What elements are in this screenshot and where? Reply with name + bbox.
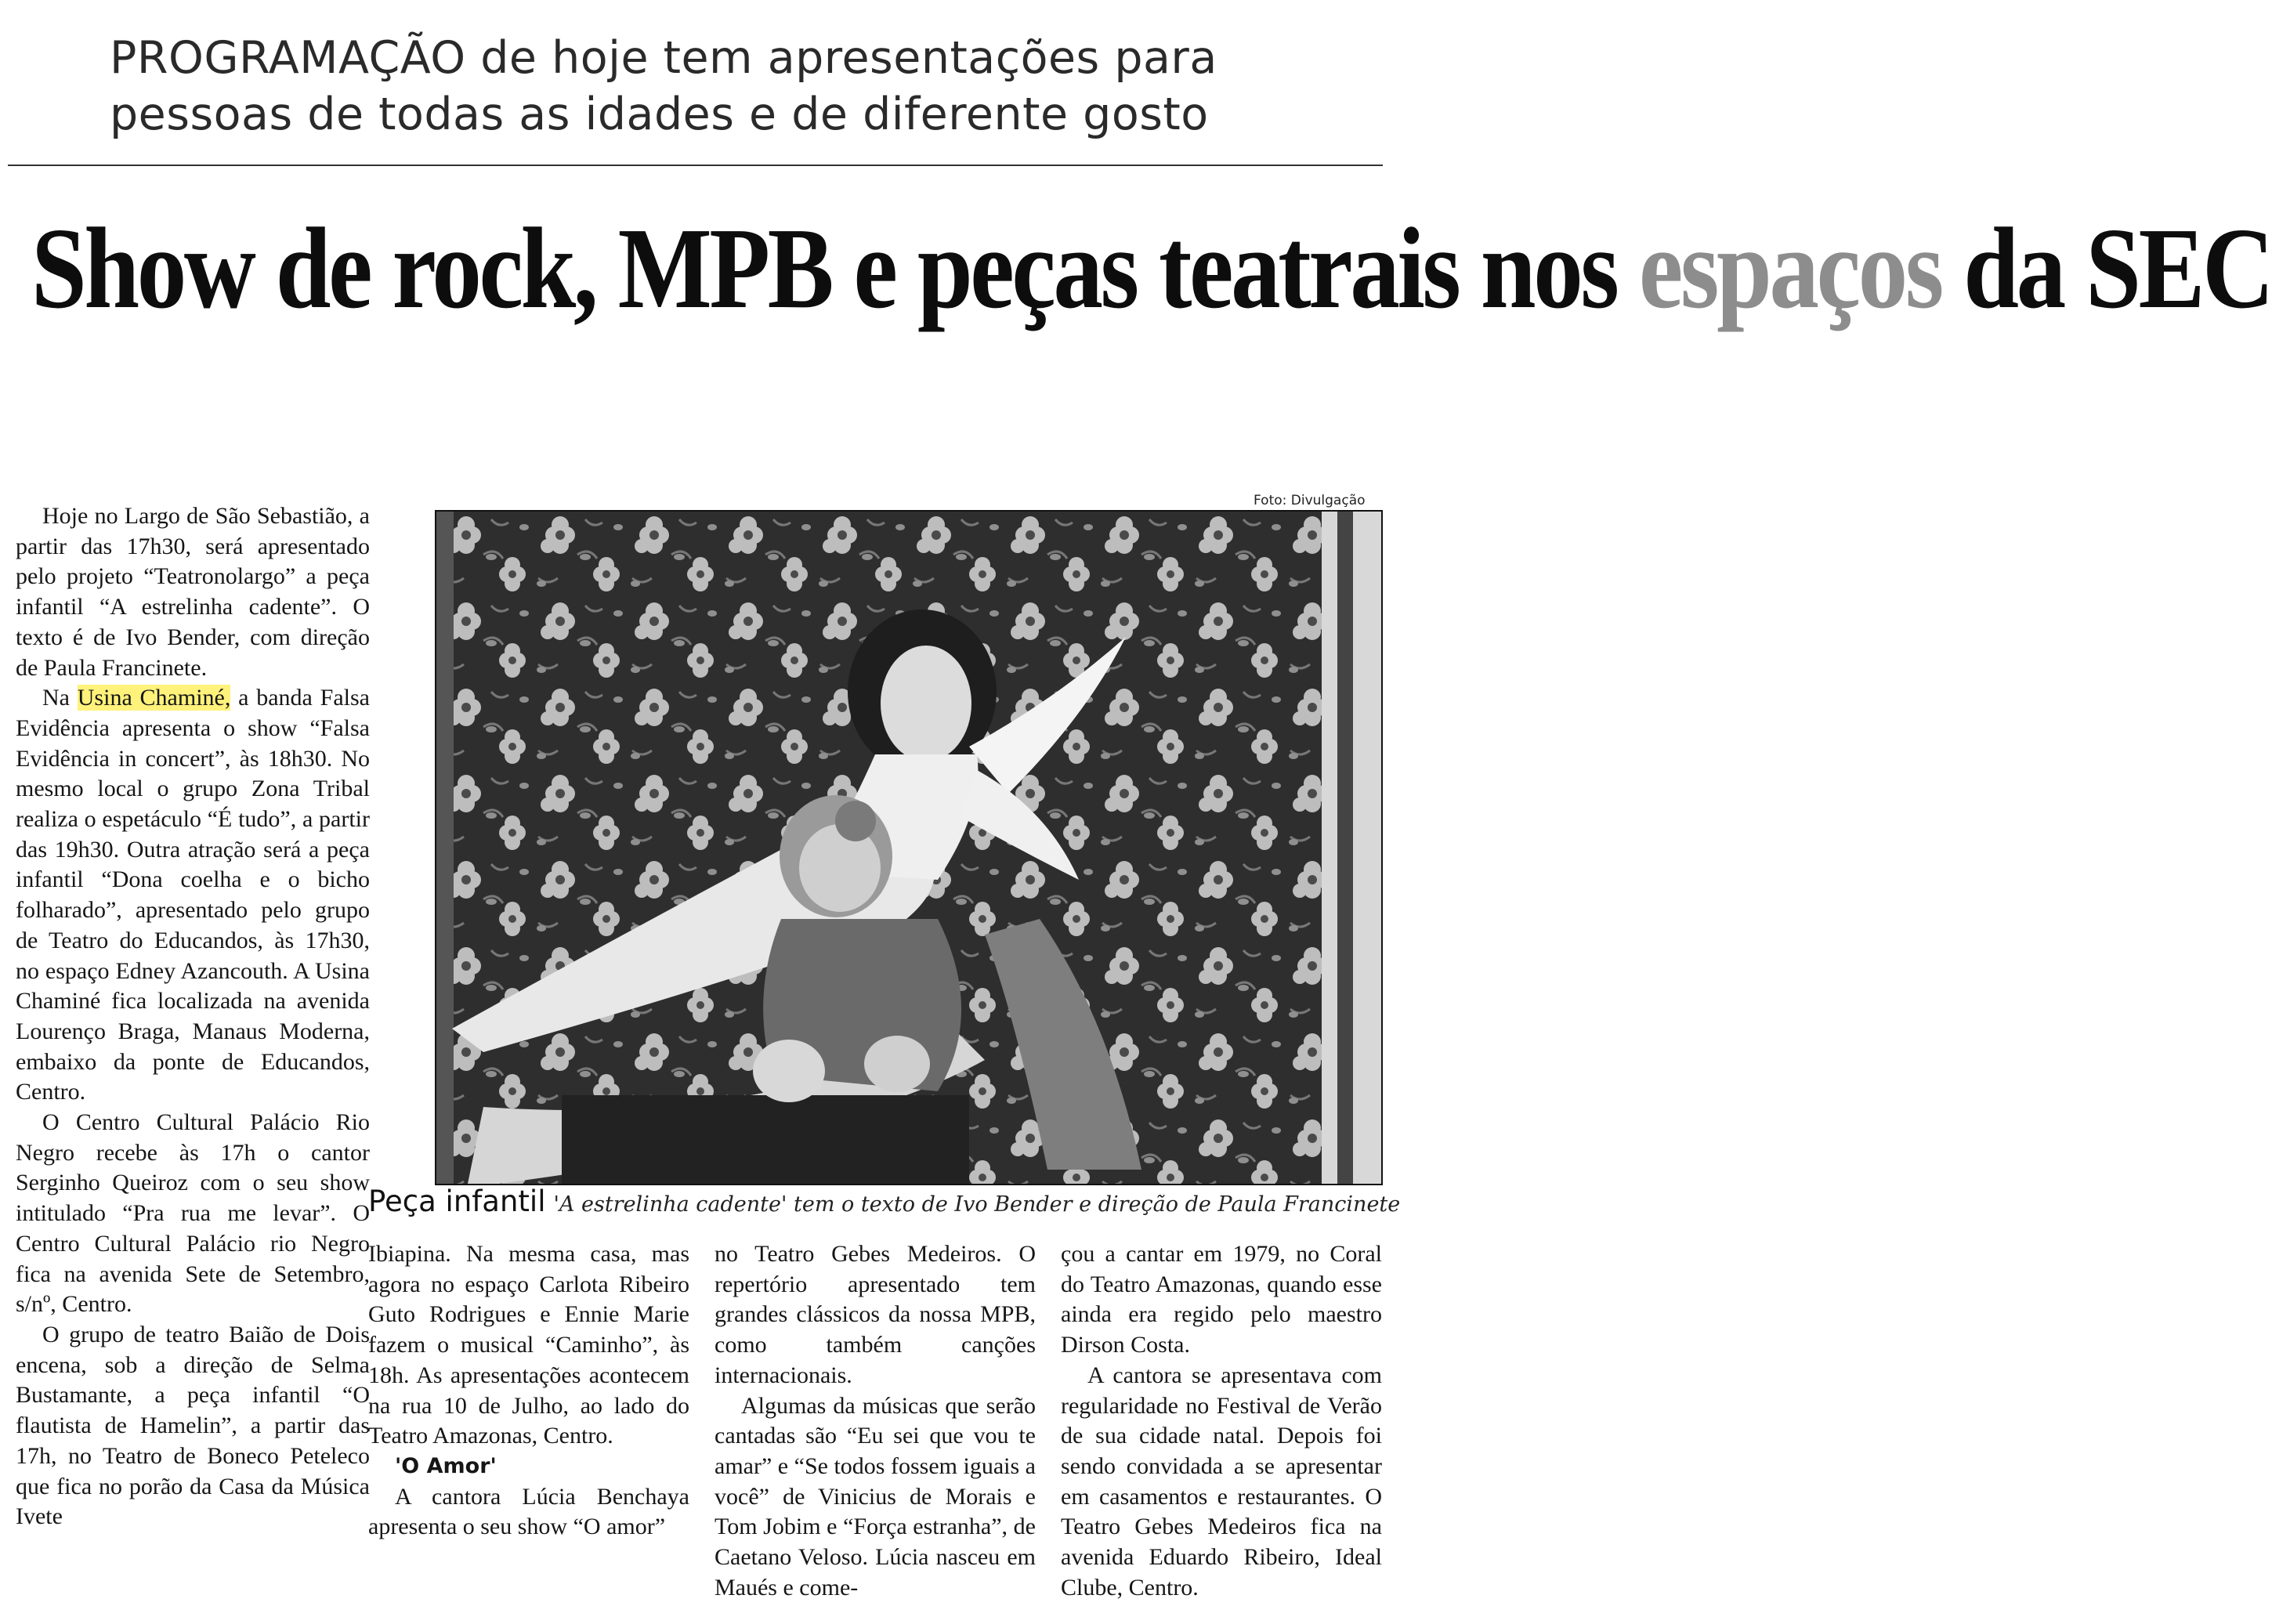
photo-caption — [368, 1185, 1401, 1232]
headline-highlight: espaços — [1638, 204, 1941, 333]
paragraph: A cantora se apresentava com regularidade no Festival de Verão de sua cidade natal. Depois foi sendo convidada a se apresentar em casamentos e restaurantes. O Teatro Gebes Medeiros fica na avenida Eduardo Ribeiro, Ideal Clube, Centro. — [1061, 1362, 1382, 1600]
article-column-2 — [368, 1239, 689, 1543]
photo-credit: Foto: Divulgação — [1254, 493, 1366, 508]
highlighted-text: Usina Chaminé, — [77, 685, 231, 711]
paragraph-continuation: Ibiapina. Na mesma casa, mas agora no espaço Carlota Ribeiro Guto Rodrigues e Ennie Marie fazem o musical “Caminho”, às 18h. As apresentações acontecem na rua 10 de Julho, ao lado do Teatro Amazonas, Centro. — [368, 1241, 689, 1449]
paragraph: A cantora Lúcia Benchaya apresenta o seu show “O amor” — [368, 1483, 689, 1540]
paragraph: O grupo de teatro Baião de Dois encena, sob a direção de Selma Bustamante, a peça infantil “O flautista de Hamelin”, a partir das 17h, no Teatro de Boneco Peteleco que fica no porão da Casa da Música Ivete — [16, 1321, 370, 1530]
paragraph: Hoje no Largo de São Sebastião, a partir das 17h30, será apresentado pelo projeto “Teatronolargo” a peça infantil “A estrelinha cadente”. O texto é de Ivo Bender, com direção de Paula Francinete. — [16, 503, 370, 681]
paragraph-continuation: çou a cantar em 1979, no Coral do Teatro Amazonas, quando esse ainda era regido pelo maestro Dirson Costa. — [1061, 1241, 1382, 1358]
headline — [31, 204, 2272, 333]
article-column-3 — [715, 1239, 1036, 1603]
headline-part-2: da SEC — [1941, 204, 2272, 333]
caption-title: Peça infantil — [368, 1185, 546, 1218]
caption-text: 'A estrelinha cadente' tem o texto de Ivo Bender e direção de Paula Francinete — [553, 1192, 1401, 1217]
paragraph — [16, 683, 370, 1108]
headline-part-1: Show de rock, MPB e peças teatrais nos — [31, 204, 1639, 333]
paragraph-continuation: no Teatro Gebes Medeiros. O repertório apresentado tem grandes clássicos da nossa MPB, como também canções internacionais. — [715, 1241, 1036, 1388]
divider — [8, 165, 1383, 166]
article-column-4 — [1061, 1239, 1382, 1603]
paragraph: O Centro Cultural Palácio Rio Negro recebe às 17h o cantor Serginho Queiroz com o seu show intitulado “Pra rua me levar”. O Centro Cultural Palácio rio Negro fica na avenida Sete de Setembro, s/nº, Centro. — [16, 1109, 370, 1318]
subhead: 'O Amor' — [395, 1453, 497, 1478]
paragraph-rest: a banda Falsa Evidência apresenta o show “Falsa Evidência in concert”, às 18h30. No mesmo local o grupo Zona Tribal realiza o espetáculo “É tudo”, a partir das 19h30. Outra atração será a peça infantil “Dona coelha e o bicho folharado”, apresentado pelo grupo de Teatro do Educandos, às 17h30, no espaço Edney Azancouth. A Usina Chaminé fica localizada na avenida Lourenço Braga, Manaus Moderna, embaixo da ponte de Educandos, Centro. — [16, 685, 370, 1105]
paragraph: Algumas da músicas que serão cantadas são “Eu sei que vou te amar” e “Se todos fossem iguais a você” de Vinicius de Morais e Tom Jobim e “Força estranha”, de Caetano Veloso. Lúcia nasceu em Maués e come- — [715, 1392, 1036, 1600]
article-photo — [435, 510, 1383, 1185]
article-column-1 — [16, 501, 370, 1532]
kicker: PROGRAMAÇÃO de hoje tem apresentações para pessoas de todas as idades e de diferente gosto — [110, 32, 1217, 140]
paragraph-start: Na — [42, 685, 78, 711]
